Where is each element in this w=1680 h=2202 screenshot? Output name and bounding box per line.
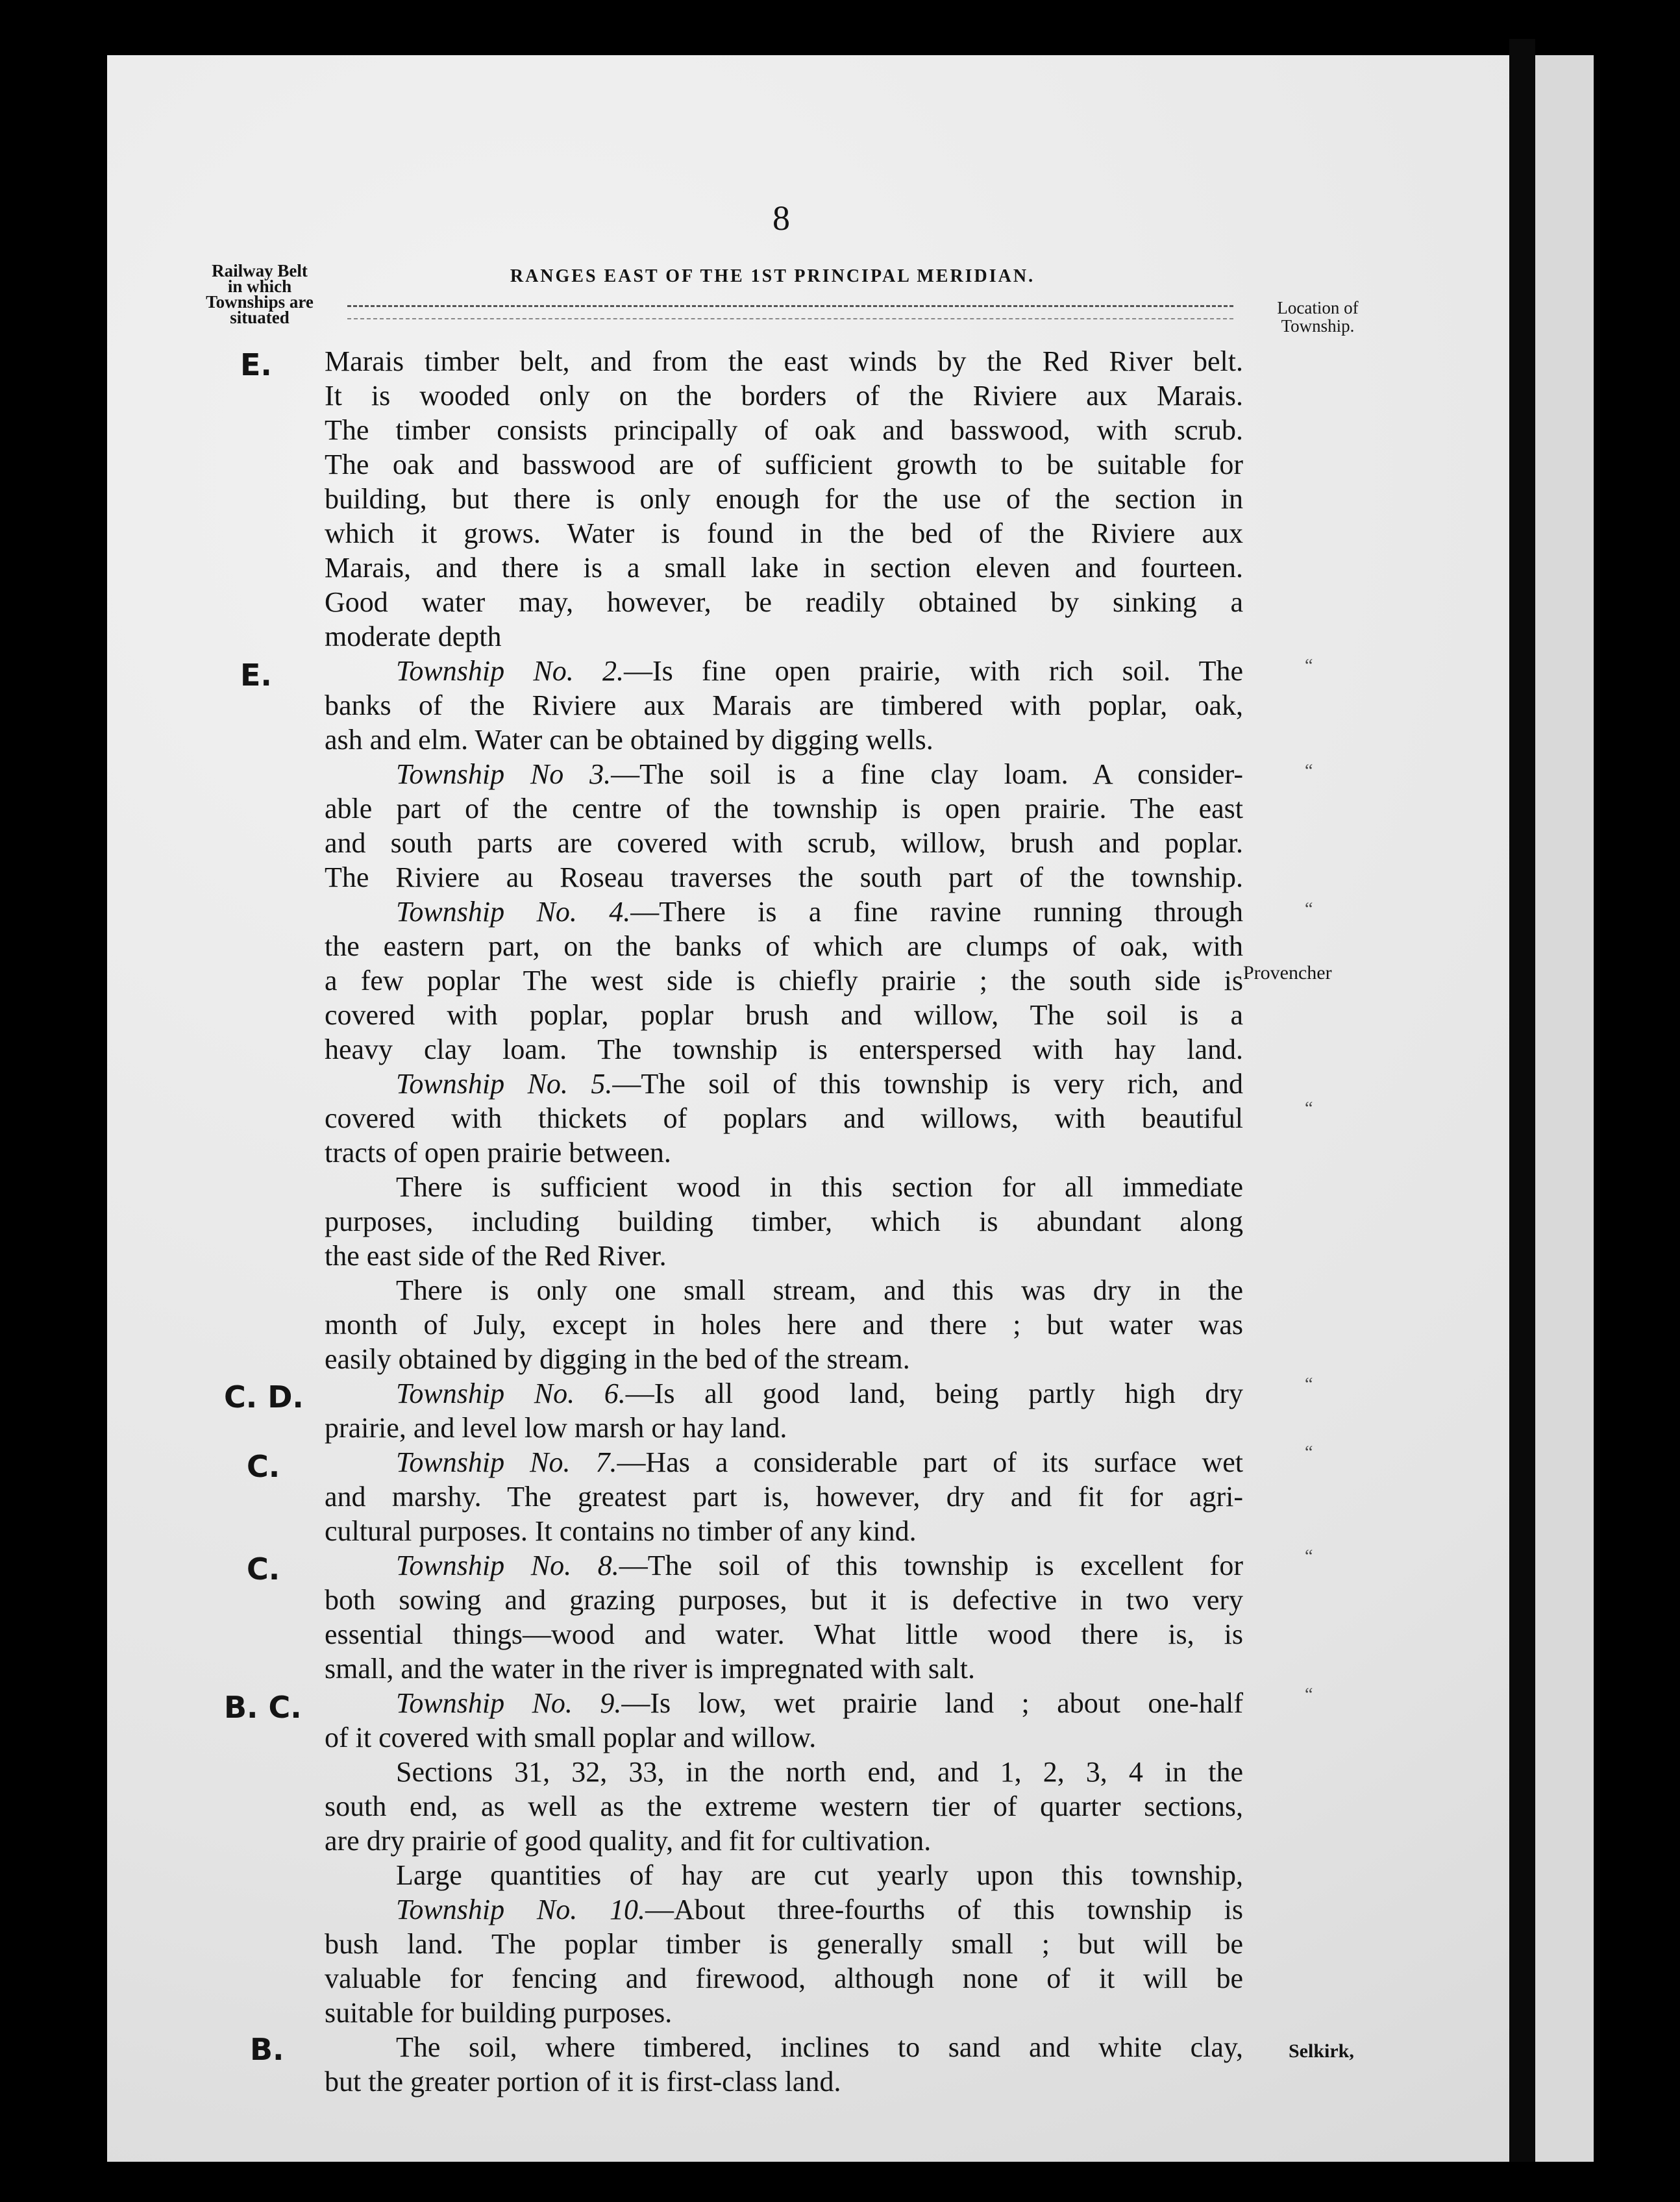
text-line: covered with thickets of poplars and willows, with beautiful <box>325 1102 1243 1134</box>
text-line: bush land. The poplar timber is generally small ; but will be <box>325 1928 1243 1960</box>
text-line <box>325 1686 1243 1720</box>
margin-location-name: Selkirk, <box>1289 2040 1354 2062</box>
text-line: month of July, except in holes here and there ; but water was <box>325 1309 1243 1341</box>
header-left-line: in which <box>227 277 292 296</box>
text-line: valuable for fencing and firewood, although none of it will be <box>325 1962 1243 1994</box>
township-label: Township No. 9. <box>396 1687 622 1719</box>
text-line: building, but there is only enough for the use of the section in <box>325 483 1243 515</box>
text-line: and south parts are covered with scrub, willow, brush and poplar. <box>325 827 1243 859</box>
line-text: —The soil of this township is excellent for <box>619 1550 1243 1581</box>
line-text: —The soil of this township is very rich, and <box>612 1068 1243 1100</box>
text-line: easily obtained by digging in the bed of the stream. <box>325 1343 910 1375</box>
header-location-of-township <box>1246 299 1389 335</box>
text-line: Marais timber belt, and from the east winds by the Red River belt. <box>325 345 1243 377</box>
header-rule <box>347 305 1233 307</box>
text-line: the east side of the Red River. <box>325 1240 667 1272</box>
text-line: heavy clay loam. The township is enterspersed with hay land. <box>325 1033 1243 1065</box>
text-line <box>325 1445 1243 1479</box>
ditto-mark: “ <box>1305 1374 1313 1394</box>
text-line: ash and elm. Water can be obtained by digging wells. <box>325 724 933 756</box>
facing-page-edge <box>1535 55 1594 2162</box>
text-line: cultural purposes. It contains no timber of any kind. <box>325 1515 917 1547</box>
text-line: The soil, where timbered, inclines to sand and white clay, <box>396 2031 1243 2063</box>
line-text: —Has a considerable part of its surface wet <box>617 1446 1243 1478</box>
text-line: There is only one small stream, and this was dry in the <box>396 1274 1243 1306</box>
text-line: There is sufficient wood in this section for all immediate <box>396 1171 1243 1203</box>
page-number: 8 <box>772 199 790 238</box>
header-left-line: Townships are <box>206 292 314 312</box>
township-label: Township No 3. <box>396 758 611 790</box>
township-label: Township No. 10. <box>396 1894 646 1925</box>
header-right-line: Location of <box>1277 298 1359 317</box>
text-line <box>325 1067 1243 1101</box>
text-line <box>325 1548 1243 1583</box>
margin-belt-letter: E. <box>240 347 272 382</box>
township-label: Township No. 5. <box>396 1068 613 1100</box>
ditto-mark: “ <box>1305 1442 1313 1463</box>
header-right-line: Township. <box>1281 316 1355 336</box>
line-text: —The soil is a fine clay loam. A consider- <box>611 758 1243 790</box>
text-line: tracts of open prairie between. <box>325 1137 671 1169</box>
margin-belt-letter: C. D. <box>224 1379 304 1415</box>
text-line: Marais, and there is a small lake in section eleven and fourteen. <box>325 552 1243 584</box>
margin-belt-letter: B. <box>250 2032 284 2067</box>
header-left-line: situated <box>230 308 290 327</box>
ditto-mark: “ <box>1305 1546 1313 1566</box>
text-line: and marshy. The greatest part is, however, dry and fit for agri- <box>325 1481 1243 1513</box>
text-line: south end, as well as the extreme western tier of quarter sections, <box>325 1790 1243 1822</box>
text-line: are dry prairie of good quality, and fit for cultivation. <box>325 1825 932 1857</box>
text-line: prairie, and level low marsh or hay land. <box>325 1412 787 1444</box>
margin-location-name: Provencher <box>1243 962 1332 983</box>
header-rule <box>347 318 1233 319</box>
township-label: Township No. 2. <box>396 655 624 687</box>
text-line: the eastern part, on the banks of which are clumps of oak, with <box>325 930 1243 962</box>
ditto-mark: “ <box>1305 1098 1313 1119</box>
ditto-mark: “ <box>1305 761 1313 781</box>
text-line <box>325 1376 1243 1411</box>
line-text: —About three-fourths of this township is <box>645 1894 1243 1925</box>
text-line: The Riviere au Roseau traverses the south part of the township. <box>325 861 1243 893</box>
text-line <box>325 654 1243 688</box>
ditto-mark: “ <box>1305 899 1313 919</box>
line-text: —There is a fine ravine running through <box>630 896 1243 928</box>
text-line: which it grows. Water is found in the bed of the Riviere aux <box>325 517 1243 549</box>
text-line: purposes, including building timber, which is abundant along <box>325 1206 1243 1237</box>
margin-belt-letter: B. C. <box>224 1690 302 1725</box>
township-label: Township No. 6. <box>396 1378 626 1409</box>
text-line: moderate depth <box>325 621 502 652</box>
line-text: —Is fine open prairie, with rich soil. The <box>623 655 1243 687</box>
body-text <box>325 344 1243 2099</box>
text-line: The oak and basswood are of sufficient growth to be suitable for <box>325 449 1243 480</box>
text-line: essential things—wood and water. What little wood there is, is <box>325 1618 1243 1650</box>
township-label: Township No. 4. <box>396 896 631 928</box>
margin-belt-letter: C. <box>247 1552 280 1587</box>
text-line <box>325 757 1243 791</box>
text-line: Large quantities of hay are cut yearly upon this township, <box>396 1859 1243 1891</box>
header-railway-belt <box>185 263 334 325</box>
text-line <box>325 895 1243 929</box>
text-line: small, and the water in the river is impregnated with salt. <box>325 1653 975 1685</box>
text-line: covered with poplar, poplar brush and willow, The soil is a <box>325 999 1243 1031</box>
township-label: Township No. 8. <box>396 1550 619 1581</box>
ditto-mark: “ <box>1305 656 1313 676</box>
ditto-mark: “ <box>1305 1685 1313 1705</box>
header-left-line: Railway Belt <box>212 261 308 280</box>
text-line: able part of the centre of the township is open prairie. The east <box>325 793 1243 824</box>
line-text: —Is all good land, being partly high dry <box>625 1378 1243 1409</box>
text-line: a few poplar The west side is chiefly prairie ; the south side is <box>325 965 1243 996</box>
text-line: but the greater portion of it is first-class land. <box>325 2066 841 2097</box>
text-line: both sowing and grazing purposes, but it is defective in two very <box>325 1584 1243 1616</box>
line-text: —Is low, wet prairie land ; about one-half <box>621 1687 1243 1719</box>
text-line: The timber consists principally of oak and basswood, with scrub. <box>325 414 1243 446</box>
book-spine <box>1509 39 1535 2162</box>
text-line: banks of the Riviere aux Marais are timbered with poplar, oak, <box>325 689 1243 721</box>
margin-belt-letter: E. <box>240 658 272 693</box>
text-line: Sections 31, 32, 33, in the north end, and 1, 2, 3, 4 in the <box>396 1756 1243 1788</box>
text-line: Good water may, however, be readily obtained by sinking a <box>325 586 1243 618</box>
text-line: suitable for building purposes. <box>325 1997 673 2029</box>
text-line: It is wooded only on the borders of the Riviere aux Marais. <box>325 380 1243 412</box>
running-header: RANGES EAST OF THE 1ST PRINCIPAL MERIDIAN. <box>510 266 1035 286</box>
text-line: of it covered with small poplar and willow. <box>325 1722 817 1753</box>
margin-belt-letter: C. <box>247 1449 280 1484</box>
text-line <box>325 1892 1243 1927</box>
township-label: Township No. 7. <box>396 1446 617 1478</box>
